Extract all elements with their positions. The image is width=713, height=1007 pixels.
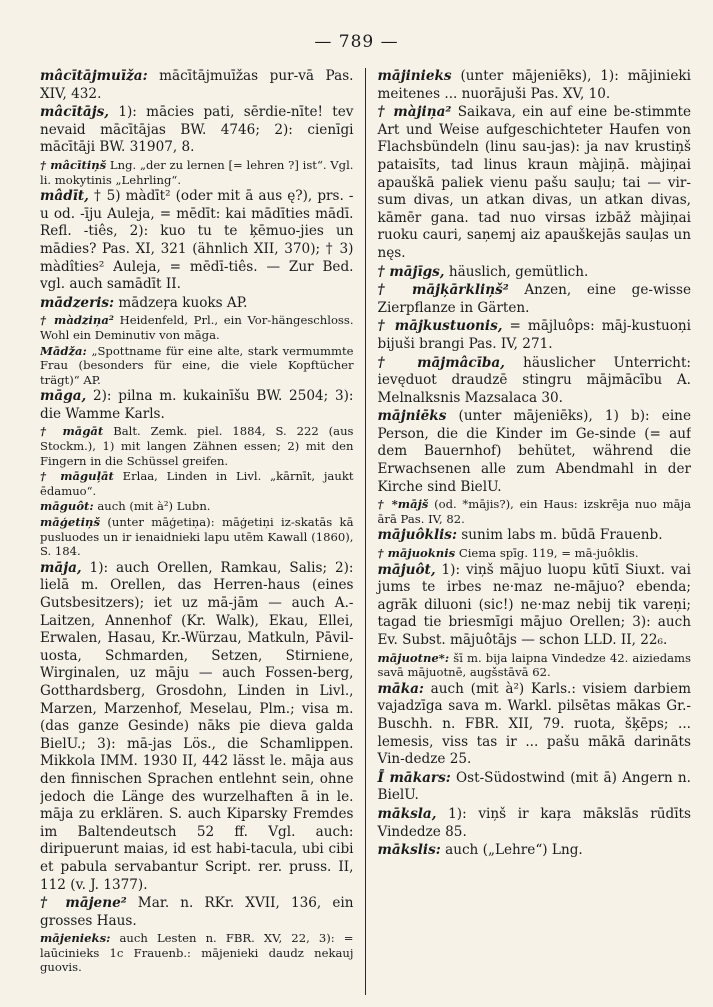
entry-headword: mājenieks:: [40, 931, 111, 946]
entry-headword: mājuôklis:: [377, 527, 457, 544]
dictionary-entry: [40, 313, 354, 342]
entry-text: sunim labs m. būdā Frauenb.: [456, 527, 663, 544]
left-column: [40, 68, 363, 995]
entry-text: šī m. bija laipna Vindedze 42. aiziedams savā mājuotnē, augšstāvā 62.: [377, 650, 691, 680]
dictionary-entry: [378, 408, 692, 496]
dictionary-entry: [378, 681, 692, 769]
entry-text: mācītājmuīžas pur-vā Pas. XIV, 432.: [40, 68, 354, 102]
entry-headword: mâcītājs,: [40, 104, 110, 121]
dictionary-entry: [40, 158, 354, 187]
entry-headword: † mājīgs,: [377, 263, 445, 280]
entry-headword: † māguļāt: [40, 469, 114, 484]
entry-text: 2): pilna m. kukainīšu BW. 2504; 3): die Wamme Karls.: [40, 388, 354, 422]
entry-headword: Mādža:: [40, 343, 87, 358]
entry-text: auch (mit à²) Karls.: visiem darbiem vajadzīga sava m. Warkl. pilsētas mākas Gr.-Buschh. n. FBR. XII, 79. ruota, šķēps; ... lemesis, viss tas ir ... pašu mākā darināts Vin-dedze 25.: [377, 680, 691, 768]
entry-headword: † mājķārkliņš²: [377, 282, 509, 299]
entry-headword: mājniēks: [377, 408, 447, 425]
dictionary-entry: [378, 264, 692, 282]
dictionary-entry: [40, 68, 354, 103]
entry-headword: † mājkustuonis,: [377, 318, 503, 335]
entry-text: häuslich, gemütlich.: [444, 263, 589, 280]
entry-headword: mâdīt,: [40, 188, 89, 205]
entry-text: 1): viņš mājuo luopu kūtī Siuxt. vai jums te irbes ne·maz ne-mājuo? ebenda; agrāk diluoni (sic!) ne·maz nebij tik vareņi; tagad tie briesmīgi mājuo Orellen; 3): auch Ev. Subst. mājuôtājs — schon LLD. II, 22₆.: [377, 561, 691, 648]
entry-text: auch Lesten n. FBR. XV, 22, 3): = laūcinieks 1c Frauenb.: mājenieki daudz nekauj guovis.: [40, 931, 354, 975]
entry-text: (unter mājeniēks), 1): mājinieki meitenes ... nuorājuši Pas. XV, 10.: [377, 68, 691, 102]
page-number: — 789 —: [314, 32, 399, 52]
entry-text: 1): viņš ir kaŗa mākslās rūdīts Vindedze 85.: [377, 805, 691, 840]
entry-headword: mājuotne*:: [377, 650, 450, 665]
entry-headword: māksla,: [377, 805, 437, 822]
entry-text: (unter mājeniēks), 1) b): eine Person, die die Kinder im Ge-sinde (= auf dem Bauernhof) behütet, während die Erwachsenen alle zum Abendmahl in der Kirche sind BielU.: [377, 408, 691, 495]
entry-text: Balt. Zemk. piel. 1884, S. 222 (aus Stockm.), 1) mit langen Zähnen essen; 2) mit den Fingern in die Schüssel greifen.: [40, 424, 354, 468]
dictionary-entry: [378, 562, 692, 650]
entry-headword: mājinieks: [377, 68, 452, 84]
right-column: [368, 68, 692, 995]
entry-headword: † *mājš: [377, 497, 429, 512]
dictionary-entry: [378, 318, 692, 353]
entry-headword: † mājmâcība,: [377, 354, 505, 371]
two-column-body: [40, 68, 691, 995]
entry-headword: mâcītājmuīža:: [40, 68, 148, 84]
column-divider: [365, 68, 366, 995]
dictionary-entry: [378, 651, 692, 680]
entry-text: auch („Lehre“) Lng.: [440, 842, 583, 859]
dictionary-entry: [378, 527, 692, 545]
dictionary-entry: [40, 188, 354, 294]
entry-text: Anzen, eine ge-wisse Zierpflanze in Gärten.: [377, 282, 691, 316]
entry-text: † 5) màdīt² (oder mit ā aus ę?), prs. -u od. -īju Auleja, = mēdīt: kai mādīties mādī. Refl. -tiês, 2): kuo tu te ķēmuo-jies un mādies? Pas. XI, 321 (ähnlich XII, 370); † 3) màdîties² Auleja, = mēdī-tiês. — Zur Bed. vgl. auch samādīt II.: [40, 188, 354, 293]
dictionary-entry: [40, 344, 354, 388]
entry-headword: † mājuoknis: [377, 546, 456, 561]
dictionary-entry: [378, 68, 692, 103]
entry-text: 1): auch Orellen, Ramkau, Salis; 2): lielā m. Orellen, das Herren-haus (eines Gutsbesitzers); iet uz mā-jām — auch A.-Laitzen, Annenhof (Kr. Walk), Ekau, Ellei, Erwalen, Hasau, Kr.-Würzau, Matkuln, Pāvil-uosta, Schmarden, Setzen, Stirniene, Wirginalen, uz māju — auch Fossen-berg, Gotthardsberg, Grosdohn, Linden in Livl., Marzen, Marzenhof, Meselau, Plm.; visa m. (das ganze Gesinde) nāks pie dieva galda BielU.; 3): mā-jas Lös., die Schamlippen. Mikkola IMM. 1930 II, 442 lässt le. māja aus den finnischen Sprachen entlehnt sein, ohne jedoch die Länge des wurzelhaften ā in le. māja zu erklären. S. auch Kiparsky Fremdes im Baltendeutsch 52 ff. Vgl. auch: diripuerunt maias, id est habi-tacula, ubi cibi et pabula servabantur Script. rer. pruss. II, 112 (v. J. 1377).: [40, 559, 354, 893]
dictionary-entry: [378, 546, 692, 561]
dictionary-entry: [40, 424, 354, 468]
entry-text: Saikava, ein auf eine be-stimmte Art und Weise aufgeschichteter Haufen von Flachsbündeln (linu sau-jas): ja nav krustiņš pataisīts, tad linus kraun màjiņā. màjiņai apauškā paliek vienu pašu sauļu; tai — vir-sum divas, un atkan divas, un atkan divas, kāmēr gana. tad nuo virsas izbāž màjiņai ruoku cauri, saņemj aiz apauškejās sauļas un nęs.: [377, 104, 691, 261]
dictionary-entry: [378, 282, 692, 317]
entry-text: auch (mit à²) Lubn.: [93, 499, 211, 514]
dictionary-entry: [378, 842, 692, 860]
entry-text: (od. *mājis?), ein Haus: izskrēja nuo māja ārā Pas. IV, 82.: [377, 497, 691, 526]
entry-text: Lng. „der zu lernen [= lehren ?] ist“. Vgl. li. mokytinis „Lehrling“.: [40, 157, 354, 187]
dictionary-entry: [40, 895, 354, 930]
entry-headword: māga,: [40, 388, 87, 405]
entry-text: = mājluôps: māj-kustuoņi bijuši brangi Pas. IV, 271.: [377, 318, 691, 352]
dictionary-entry: [40, 469, 354, 498]
entry-text: Ost-Südostwind (mit ā) Angern n. BielU.: [377, 769, 691, 804]
dictionary-entry: [40, 388, 354, 423]
entry-headword: † mâcītiņš: [40, 157, 107, 172]
dictionary-entry: [378, 770, 692, 805]
entry-headword: † mājene²: [40, 895, 127, 912]
dictionary-entry: [378, 497, 692, 526]
entry-text: Heidenfeld, Prl., ein Vor-hängeschloss. Wohl ein Deminutiv von māga.: [40, 313, 354, 342]
dictionary-entry: [40, 931, 354, 975]
dictionary-entry: [40, 104, 354, 157]
entry-headword: Ī mākars:: [377, 769, 451, 786]
entry-text: mādzeŗa kuoks AP.: [114, 294, 248, 311]
entry-headword: † màjiņa²: [377, 104, 452, 121]
dictionary-entry: [40, 560, 354, 894]
entry-text: häuslicher Unterricht: ievęduot draudzē stingru mājmācību A. Melnalksnis Mazsalaca 30.: [377, 354, 691, 406]
entry-text: „Spottname für eine alte, stark vermummte Frau (besonders für eine, die viele Kopftücher trägt)“ AP.: [40, 343, 354, 387]
entry-headword: māka:: [377, 680, 424, 697]
dictionary-entry: [378, 104, 692, 262]
dictionary-entry: [378, 355, 692, 408]
entry-text: Ciema spīg. 119, = mā-juôklis.: [455, 546, 639, 561]
entry-headword: mākslis:: [377, 842, 441, 859]
entry-headword: mādzeris:: [40, 294, 115, 311]
dictionary-entry: [40, 295, 354, 313]
entry-headword: māja,: [40, 559, 82, 576]
dictionary-entry: [40, 499, 354, 514]
entry-headword: † māgāt: [40, 424, 104, 439]
entry-headword: māģetiņš: [40, 515, 100, 530]
entry-headword: † màdziņa²: [40, 313, 114, 328]
entry-text: Erlaa, Linden in Livl. „kārnīt, jaukt ēdamuo“.: [40, 469, 354, 498]
entry-text: Mar. n. RKr. XVII, 136, ein grosses Haus.: [40, 895, 354, 929]
dictionary-entry: [40, 515, 354, 559]
dictionary-entry: [378, 806, 692, 841]
entry-text: 1): mācies pati, sērdie-nīte! tev nevaid mācītājas BW. 4746; 2): cienīgi mācītāji BW. 31907, 8.: [40, 104, 354, 156]
entry-headword: mājuôt,: [377, 561, 436, 578]
entry-text: (unter māģetiņa): māģetiņi iz-skatās kā pusluodes un ir ienaidnieki lapu utēm Kawall (1860), S. 184.: [40, 515, 354, 559]
entry-headword: māguôt:: [40, 499, 94, 514]
